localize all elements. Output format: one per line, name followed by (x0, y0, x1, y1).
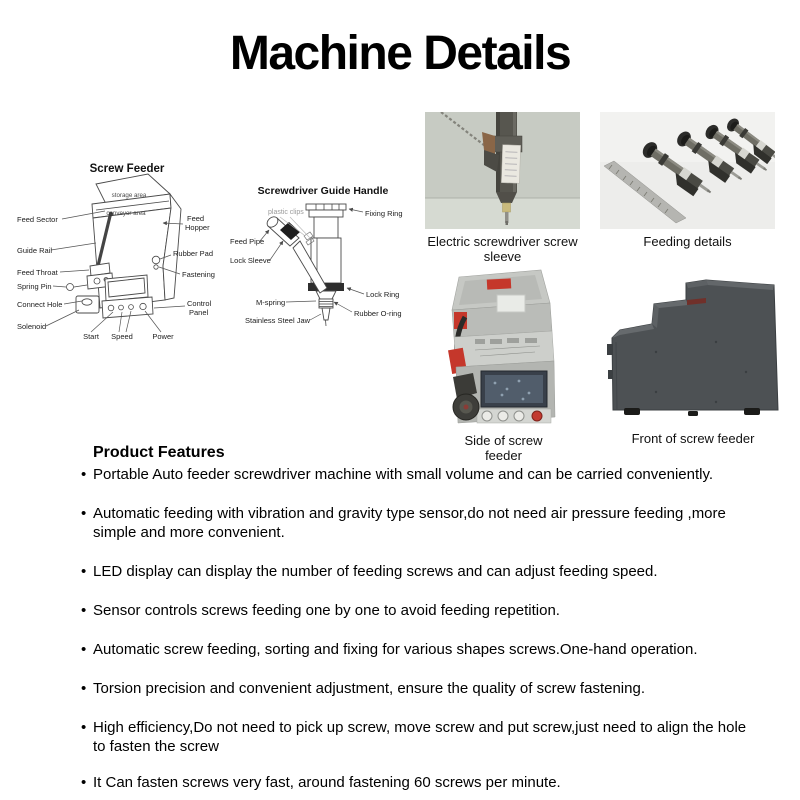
front-screw-feeder-photo (596, 272, 790, 426)
guide-rail-label: Guide Rail (17, 246, 53, 255)
feeding-details-photo (600, 112, 775, 229)
fixing-ring-label: Fixing Ring (365, 209, 403, 218)
control-panel-label-1: Control (187, 299, 212, 308)
feature-item-5: • Automatic screw feeding, sorting and fixing for various shapes screws.One-hand operation. (93, 640, 748, 659)
feature-item-1: • Portable Auto feeder screwdriver machine with small volume and can be carried conveniently. (93, 465, 748, 484)
feature-item-6: • Torsion precision and convenient adjustment, ensure the quality of screw fastening. (93, 679, 748, 698)
panel-button-power (532, 411, 542, 421)
power-label: Power (152, 332, 174, 341)
handle-fixing-ring-part (306, 204, 346, 210)
handle-jaw-part (322, 308, 330, 320)
photo-caption-front-screw-feeder: Front of screw feeder (631, 431, 755, 446)
panel-button-2 (498, 411, 508, 421)
control-panel-label-2: Panel (189, 308, 209, 317)
feature-item-7: • High efficiency,Do not need to pick up screw, move screw and put screw,just need to align the hole to fasten the screw (93, 718, 748, 756)
fastening-label: Fastening (182, 270, 215, 279)
m-spring-label: M-spring (256, 298, 286, 307)
storage-area-label: storage area (111, 192, 147, 199)
feeder-spring-pin-part (67, 284, 74, 291)
panel-button-1 (482, 411, 492, 421)
feature-item-3: • LED display can display the number of feeding screws and can adjust feeding speed. (93, 562, 748, 581)
lock-ring-label: Lock Ring (366, 290, 400, 299)
start-label: Start (83, 332, 99, 341)
machine-foot-left (624, 408, 640, 415)
warning-label-top (487, 278, 511, 289)
photo-electric-screwdriver (425, 112, 580, 264)
photo-front-screw-feeder (596, 272, 790, 446)
photo-caption-feeding-details: Feeding details (643, 234, 732, 249)
photo-feeding-details (600, 112, 775, 249)
feed-throat-label: Feed Throat (17, 268, 58, 277)
handle-neck (314, 217, 338, 238)
page-title: Machine Details (229, 27, 571, 80)
solenoid-label: Solenoid (17, 322, 47, 331)
feed-hopper-label-2: Hopper (185, 223, 210, 232)
feed-sector-label: Feed Sector (17, 215, 58, 224)
photo-side-screw-feeder (445, 265, 562, 463)
feed-hopper-label-1: Feed (187, 214, 205, 223)
plastic-clips-label: plastic clips (268, 209, 304, 216)
photo-caption-side-screw-feeder: Side of screw feeder (464, 433, 543, 463)
screw-feeder-title: Screw Feeder (89, 163, 165, 175)
feature-item-8: • It Can fasten screws very fast, around fastening 60 screws per minute. (93, 773, 748, 792)
screw-feeder-diagram (0, 148, 230, 348)
electric-screwdriver-photo (425, 112, 580, 229)
spring-pin-label: Spring Pin (17, 282, 52, 291)
screw-sleeve-tip (503, 203, 511, 212)
conveyor-area-label: conveyor area (106, 210, 146, 217)
speed-label: Speed (111, 332, 133, 341)
guide-handle-title: Screwdriver Guide Handle (257, 185, 389, 197)
feature-item-4: • Sensor controls screws feeding one by one to avoid feeding repetition. (93, 601, 748, 620)
machine-foot-right (744, 408, 760, 415)
product-features-section (80, 444, 748, 792)
feed-pipe-label: Feed Pipe (230, 237, 265, 246)
panel-button-3 (514, 411, 524, 421)
features-list (80, 465, 748, 792)
stainless-steel-jaw-label: Stainless Steel Jaw (245, 316, 311, 325)
photo-caption-electric-screwdriver: Electric screwdriver screw sleeve (427, 234, 578, 264)
features-heading: Product Features (93, 444, 225, 461)
connect-hole-label: Connect Hole (17, 300, 63, 309)
guide-handle-diagram (228, 178, 420, 338)
rubber-pad-label: Rubber Pad (173, 249, 214, 258)
side-screw-feeder-photo (445, 265, 562, 428)
lock-sleeve-label: Lock Sleeve (230, 256, 271, 265)
feature-item-2: • Automatic feeding with vibration and gravity type sensor,do not need air pressure feeding ,more simple and more convenient. (93, 504, 748, 542)
rubber-o-ring-label: Rubber O-ring (354, 309, 402, 318)
